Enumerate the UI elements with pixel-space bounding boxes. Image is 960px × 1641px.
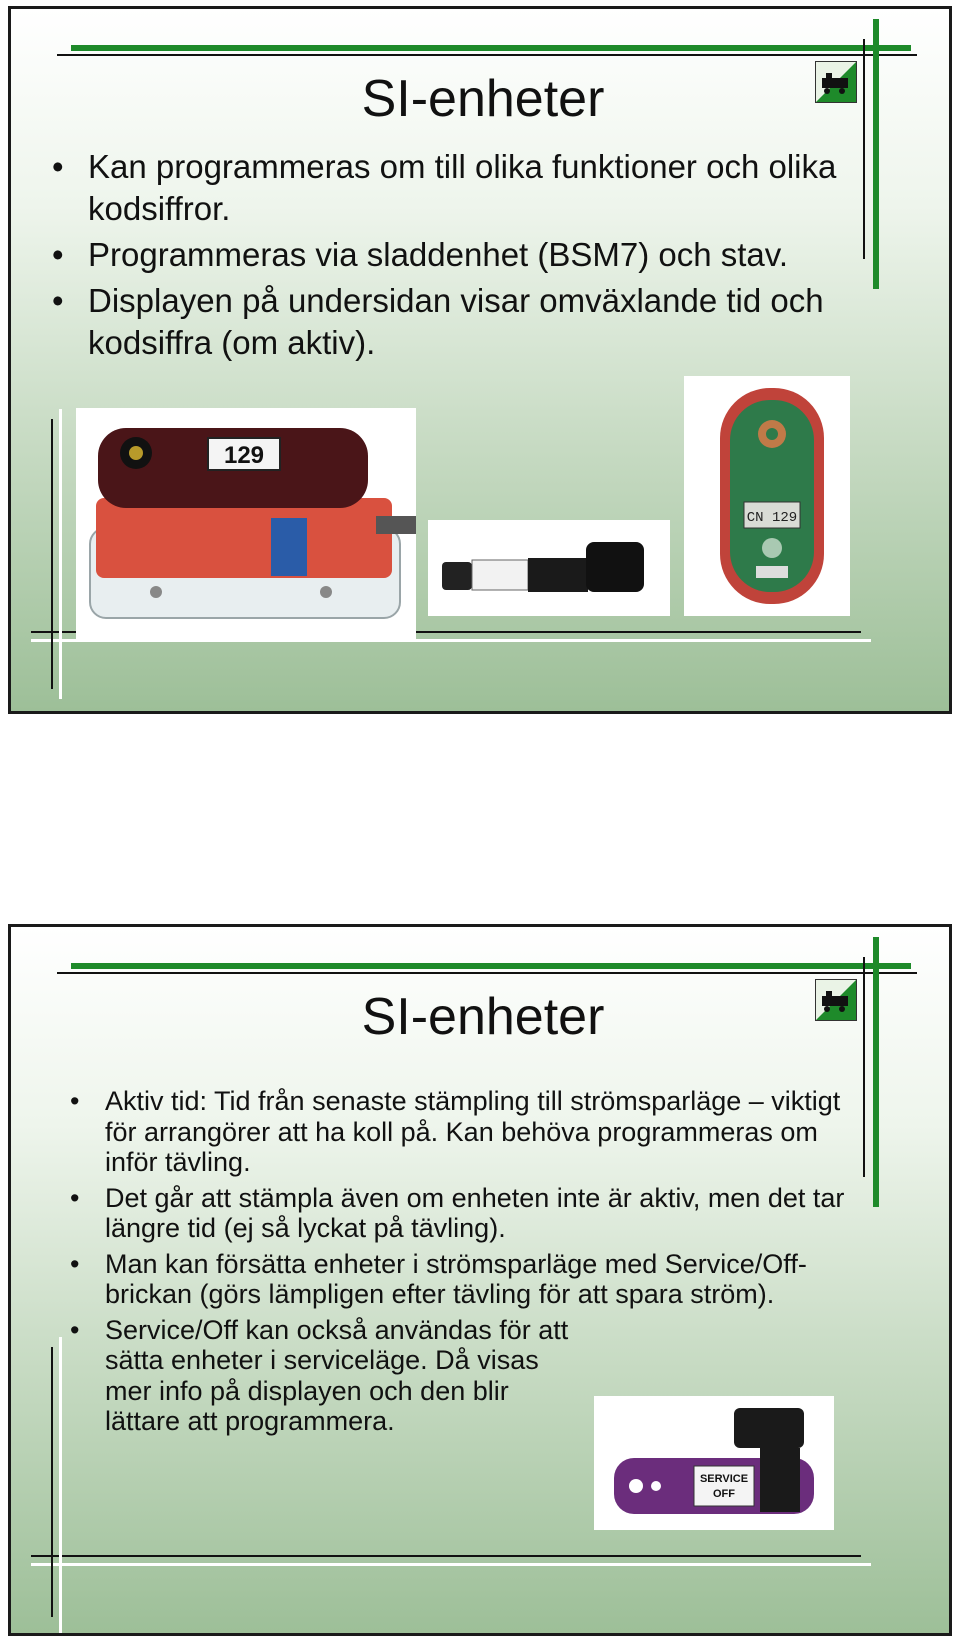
bottom-black-line (31, 1555, 861, 1557)
slide-title: SI-enheter (361, 70, 605, 128)
bullet-item: • Aktiv tid: Tid från senaste stämpling till strömsparläge – viktigt för arrangörer att ha koll på. Kan behöva programmeras om inför tävling. (105, 1086, 875, 1178)
top-black-line (57, 54, 917, 56)
top-green-bar (71, 963, 911, 969)
bullet-item: • Service/Off kan också användas för att sätta enheter i serviceläge. Då visas mer info på displayen och den blir lättare att programmera. (105, 1315, 585, 1437)
bullet-item: • Det går att stämpla även om enheten inte är aktiv, men det tar längre tid (ej så lyckat på tävling). (105, 1183, 875, 1244)
bullet-list (88, 146, 888, 368)
bottom-white-line (31, 1563, 871, 1566)
bullet-list (105, 1086, 875, 1442)
bullet-item: • Man kan försätta enheter i strömsparläge med Service/Off-brickan (görs lämpligen efter tävling för att spara ström). (105, 1249, 875, 1310)
bullet-item: • Programmeras via sladdenhet (BSM7) och stav. (88, 234, 888, 276)
unit-number-label: 129 (223, 442, 265, 469)
circuit-board-photo (684, 376, 850, 616)
si-unit-photo (76, 408, 416, 642)
left-black-line (51, 1347, 53, 1617)
stick-photo (428, 520, 670, 616)
top-green-bar (71, 45, 911, 51)
left-white-line (59, 409, 62, 699)
left-black-line (51, 419, 53, 689)
left-white-line (59, 1337, 62, 1636)
tag-label-off: OFF (713, 1488, 735, 1500)
service-off-tag-photo (594, 1396, 834, 1530)
display-readout: CN 129 (746, 510, 798, 526)
slide-title: SI-enheter (361, 988, 605, 1046)
top-black-line (57, 972, 917, 974)
bullet-item: • Displayen på undersidan visar omväxlande tid och kodsiffra (om aktiv). (88, 280, 888, 364)
bullet-item: • Kan programmeras om till olika funktioner och olika kodsiffror. (88, 146, 888, 230)
tag-label-service: SERVICE (699, 1473, 749, 1485)
